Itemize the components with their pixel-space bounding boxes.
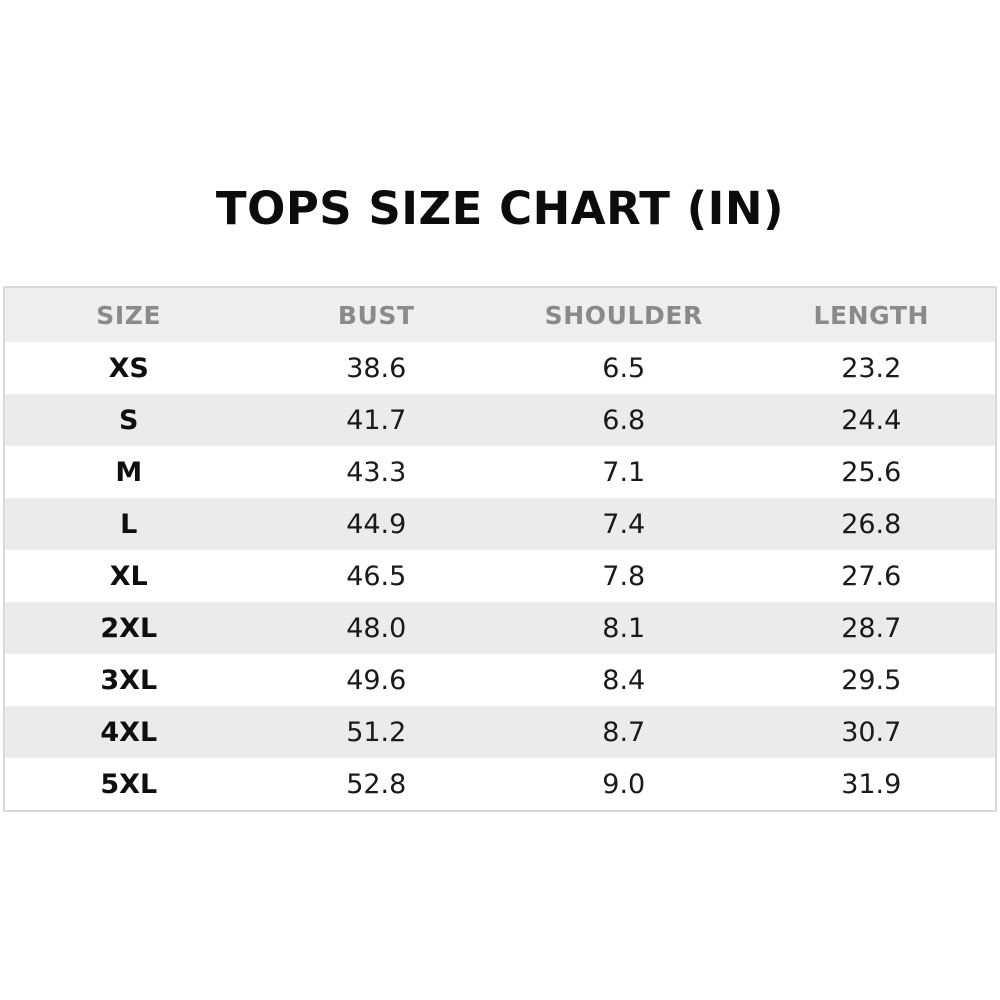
cell-length: 24.4 <box>748 394 996 446</box>
cell-length: 28.7 <box>748 602 996 654</box>
cell-length: 27.6 <box>748 550 996 602</box>
table-row <box>5 394 995 446</box>
size-chart-table <box>5 288 995 810</box>
cell-length: 30.7 <box>748 706 996 758</box>
size-chart-table-container <box>3 286 997 812</box>
cell-size: 2XL <box>5 602 253 654</box>
table-row <box>5 758 995 810</box>
cell-shoulder: 6.8 <box>500 394 748 446</box>
table-row <box>5 498 995 550</box>
cell-shoulder: 8.1 <box>500 602 748 654</box>
table-row <box>5 654 995 706</box>
table-row <box>5 550 995 602</box>
cell-size: S <box>5 394 253 446</box>
cell-size: M <box>5 446 253 498</box>
table-row <box>5 602 995 654</box>
cell-bust: 46.5 <box>253 550 501 602</box>
cell-bust: 44.9 <box>253 498 501 550</box>
column-header-shoulder: SHOULDER <box>500 288 748 342</box>
cell-bust: 41.7 <box>253 394 501 446</box>
cell-shoulder: 7.1 <box>500 446 748 498</box>
cell-size: XS <box>5 342 253 394</box>
cell-size: XL <box>5 550 253 602</box>
cell-shoulder: 7.8 <box>500 550 748 602</box>
cell-bust: 52.8 <box>253 758 501 810</box>
cell-size: 3XL <box>5 654 253 706</box>
column-header-bust: BUST <box>253 288 501 342</box>
table-header-row <box>5 288 995 342</box>
cell-bust: 38.6 <box>253 342 501 394</box>
column-header-length: LENGTH <box>748 288 996 342</box>
cell-shoulder: 7.4 <box>500 498 748 550</box>
table-row <box>5 706 995 758</box>
cell-bust: 49.6 <box>253 654 501 706</box>
column-header-size: SIZE <box>5 288 253 342</box>
cell-bust: 48.0 <box>253 602 501 654</box>
cell-length: 26.8 <box>748 498 996 550</box>
cell-length: 31.9 <box>748 758 996 810</box>
cell-shoulder: 8.4 <box>500 654 748 706</box>
cell-length: 23.2 <box>748 342 996 394</box>
cell-length: 25.6 <box>748 446 996 498</box>
cell-bust: 43.3 <box>253 446 501 498</box>
table-body <box>5 342 995 810</box>
cell-size: L <box>5 498 253 550</box>
cell-shoulder: 6.5 <box>500 342 748 394</box>
cell-size: 5XL <box>5 758 253 810</box>
table-header <box>5 288 995 342</box>
cell-bust: 51.2 <box>253 706 501 758</box>
cell-length: 29.5 <box>748 654 996 706</box>
table-row <box>5 342 995 394</box>
cell-shoulder: 8.7 <box>500 706 748 758</box>
page-title: TOPS SIZE CHART (IN) <box>215 182 785 235</box>
table-row <box>5 446 995 498</box>
cell-size: 4XL <box>5 706 253 758</box>
cell-shoulder: 9.0 <box>500 758 748 810</box>
